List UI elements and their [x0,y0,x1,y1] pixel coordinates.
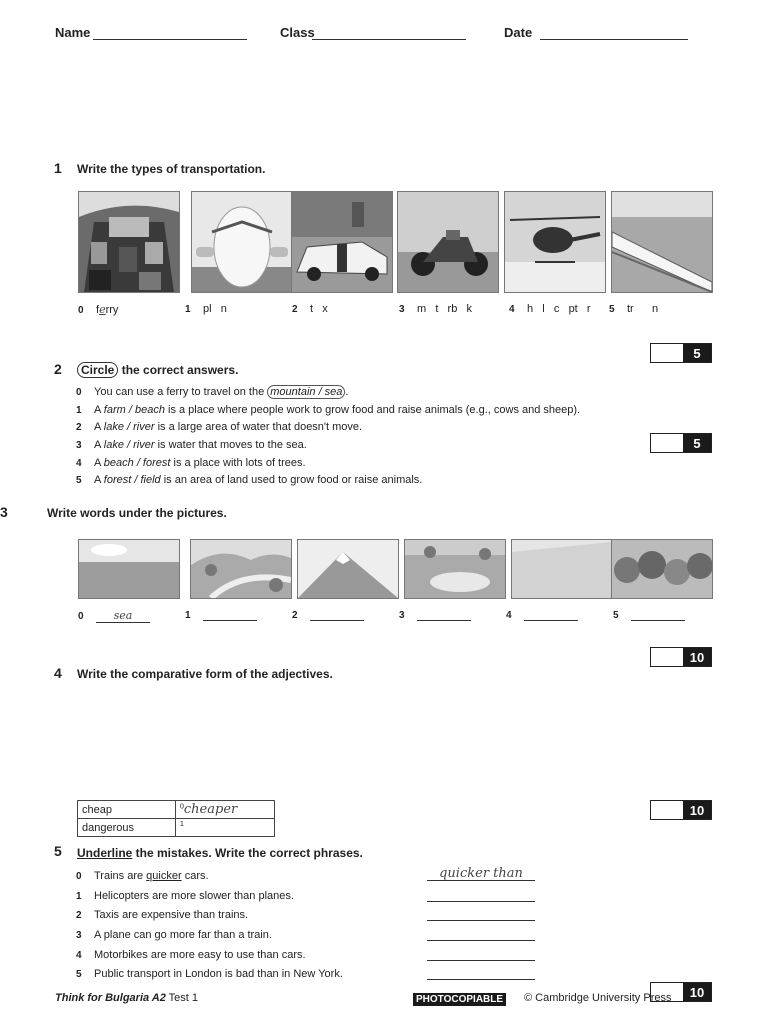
ex2-item-3-options[interactable]: lake / river [103,439,155,451]
ex3-item-1[interactable]: 1 [185,609,257,621]
ex3-title: Write words under the pictures. [47,506,227,520]
ex2-item-2: 2 A lake / river is a large area of water that doesn't move. [76,421,363,433]
ex3-item-5[interactable]: 5 [613,609,685,621]
ex5-title: Underline the mistakes. Write the correct phrases. [77,846,363,860]
ex2-item-1-options[interactable]: farm / beach [103,404,165,416]
adjective-cell: dangerous [78,819,176,837]
ex5-score-box[interactable]: 10 [650,982,712,1002]
ex3-item-2[interactable]: 2 [292,609,364,621]
ferry-illustration [79,192,179,292]
ex2-item-0: 0 You can use a ferry to travel on the mountain / sea . [76,386,349,398]
ex2-circle-word: Circle [77,362,118,378]
ex5-number: 5 [54,843,62,859]
class-label: Class [280,25,315,40]
ex3-item-0: 0 sea [78,609,150,623]
ex3-item-0-answer: sea [96,609,150,623]
ex1-item-4[interactable]: 4 h l c pt r [509,303,591,315]
ex4-number: 4 [54,665,62,681]
ex5-answer-2[interactable] [427,906,535,921]
ex2-item-2-options[interactable]: lake / river [103,421,155,433]
ex4-title: Write the comparative form of the adjectives. [77,667,333,681]
ex2-score-box[interactable]: 5 [650,433,712,453]
ex1-item-0: 0 ferry [78,303,119,316]
ex5-item-5[interactable]: 5 Public transport in London is bad than in New York. [76,968,343,980]
ex5-answer-0: quicker than [427,866,535,881]
ex2-item-3: 3 A lake / river is water that moves to the sea. [76,439,307,451]
ex5-item-2[interactable]: 2 Taxis are expensive than trains. [76,909,249,921]
ex1-item-2[interactable]: 2 t x [292,303,328,315]
name-line[interactable] [93,25,247,40]
train-illustration [612,192,712,292]
adjective-cell: cheap [78,801,176,819]
ex5-item-0-mistake: quicker [146,870,182,882]
ex1-item-0-answer: e [99,303,106,316]
photocopiable-badge: PHOTOCOPIABLE [413,993,506,1006]
ex5-answer-4[interactable] [427,946,535,961]
forest-picture [611,539,713,599]
comparative-cell[interactable]: 1 [176,819,275,837]
ex1-item-5[interactable]: 5 tr n [609,303,659,315]
ex5-answer-5[interactable] [427,965,535,980]
ex1-item-3[interactable]: 3 m t rb k [399,303,473,315]
ex4-score-box[interactable]: 10 [650,800,712,820]
ex2-item-5-options[interactable]: forest / field [103,474,161,486]
class-line[interactable] [312,25,466,40]
plane-photo [191,191,293,293]
river-picture [190,539,292,599]
ex3-number: 3 [0,504,8,520]
ex2-item-5: 5 A forest / field is an area of land used to grow food or raise animals. [76,474,423,486]
ex5-item-1[interactable]: 1 Helicopters are more slower than planes. [76,890,294,902]
ex1-score-box[interactable]: 5 [650,343,712,363]
ex1-title: Write the types of transportation. [77,162,266,176]
motorbike-illustration [398,192,498,292]
ex5-item-3[interactable]: 3 A plane can go more far than a train. [76,929,272,941]
field-picture [511,539,613,599]
ex1-number: 1 [54,160,62,176]
ex2-item-1: 1 A farm / beach is a place where people work to grow food and raise animals (e.g., cows and sheep). [76,404,581,416]
plane-illustration [192,192,292,292]
ex5-item-0: 0 Trains are quicker cars. [76,870,209,882]
table-row [78,819,275,837]
ferry-photo [78,191,180,293]
ex2-item-4: 4 A beach / forest is a place with lots of trees. [76,457,306,469]
ex5-underline-word: Underline [77,846,133,860]
ex3-score-box[interactable]: 10 [650,647,712,667]
ex2-number: 2 [54,361,62,377]
ex3-item-4[interactable]: 4 [506,609,578,621]
footer-title: Think for Bulgaria A2 Test 1 [55,992,199,1004]
table-row [78,801,275,819]
ex5-item-4[interactable]: 4 Motorbikes are more easy to use than cars. [76,949,306,961]
copyright-text: © Cambridge University Press [524,992,672,1004]
ex5-answer-1[interactable] [427,887,535,902]
train-photo [611,191,713,293]
mountain-picture [297,539,399,599]
taxi-illustration [292,192,392,292]
ex3-item-3[interactable]: 3 [399,609,471,621]
ex2-item-0-choice: mountain / sea [267,385,345,399]
ex2-title: Circle the correct answers. [77,363,238,377]
comparative-cell: $^0$cheaper [176,801,275,819]
taxi-photo [291,191,393,293]
adjective-table [77,800,275,837]
date-label: Date [504,25,533,40]
motorbike-photo [397,191,499,293]
date-line[interactable] [540,25,688,40]
lake-picture [404,539,506,599]
ex2-item-4-options[interactable]: beach / forest [103,457,171,469]
helicopter-illustration [505,192,605,292]
ex5-answer-3[interactable] [427,926,535,941]
name-label: Name [55,25,91,40]
ex1-item-1[interactable]: 1 pl n [185,303,227,315]
helicopter-photo [504,191,606,293]
sea-picture [78,539,180,599]
